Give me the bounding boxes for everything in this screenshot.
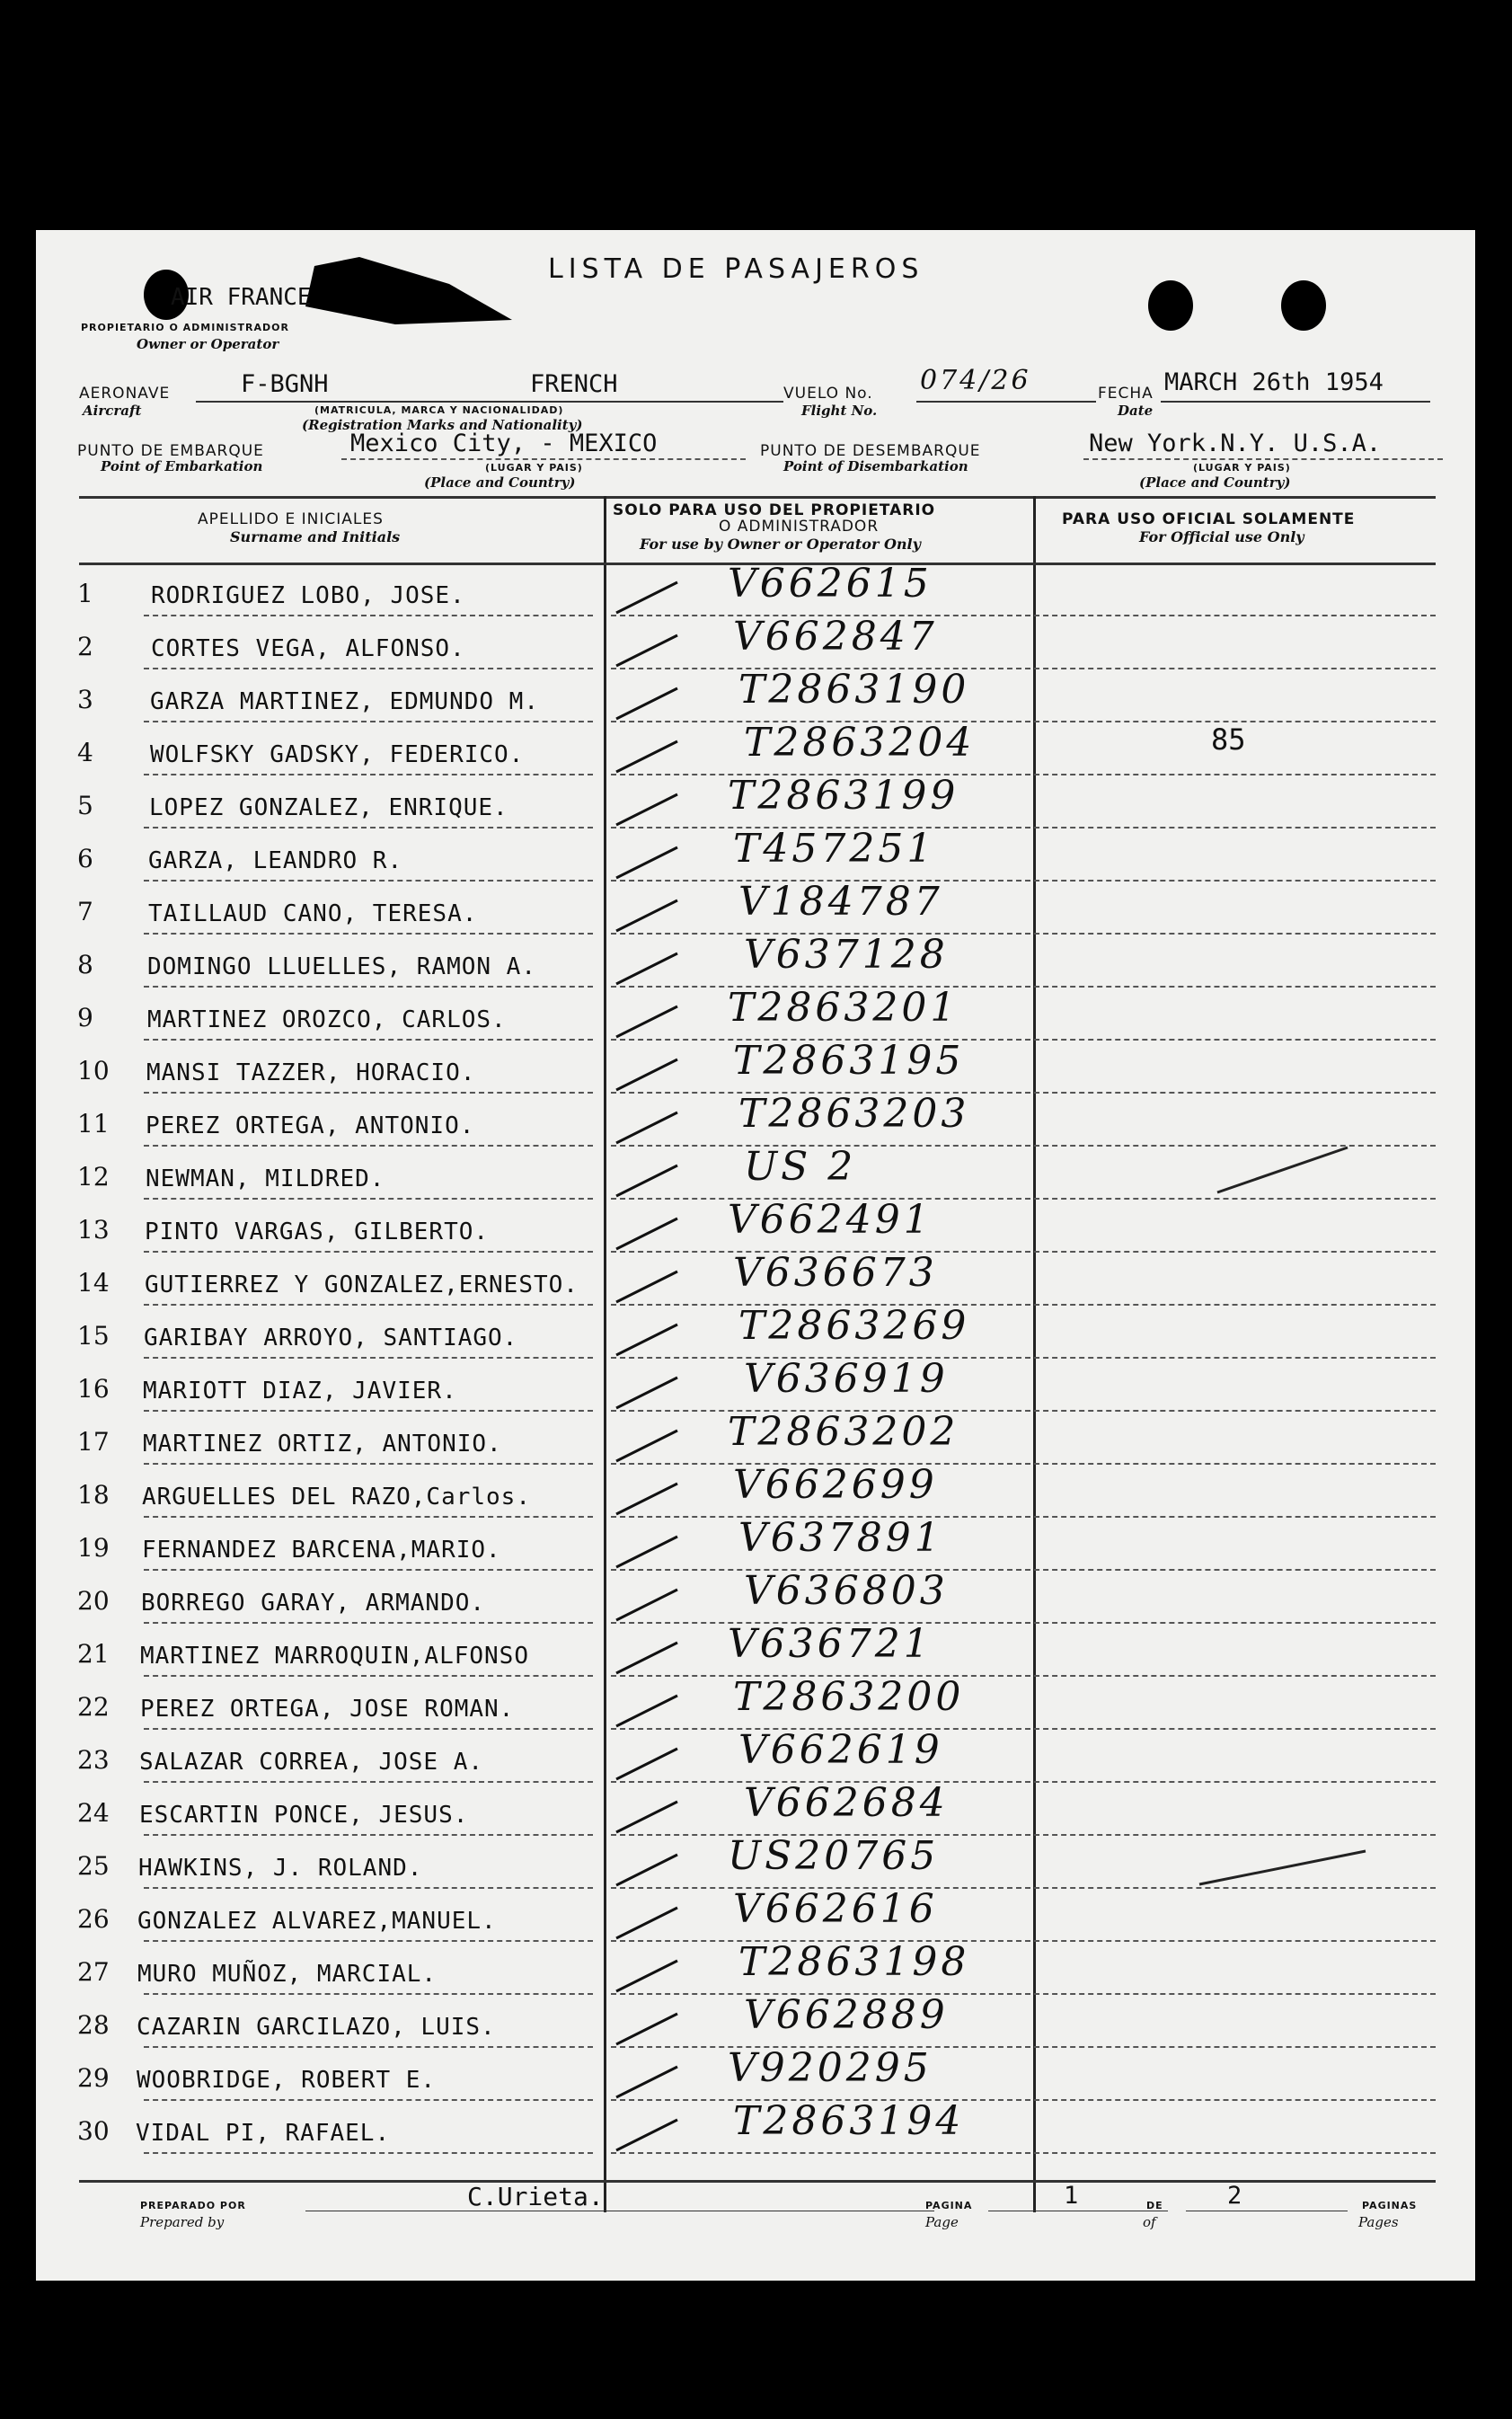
passenger-name: DOMINGO LLUELLES, RAMON A. bbox=[147, 953, 536, 980]
check-tick-icon bbox=[611, 842, 683, 882]
row-number: 26 bbox=[77, 1904, 110, 1934]
row-rule bbox=[144, 774, 593, 775]
row-number: 10 bbox=[77, 1056, 110, 1085]
owner-label-en: Owner or Operator bbox=[137, 336, 279, 352]
date-label-en: Date bbox=[1118, 403, 1154, 419]
row-rule bbox=[144, 668, 593, 669]
passport-number: V637128 bbox=[744, 932, 949, 978]
passenger-name: LOPEZ GONZALEZ, ENRIQUE. bbox=[149, 794, 508, 821]
row-number: 15 bbox=[77, 1321, 110, 1351]
check-tick-icon bbox=[611, 736, 683, 775]
row-number: 13 bbox=[77, 1215, 110, 1245]
row-number: 5 bbox=[77, 791, 93, 820]
passenger-name: GONZALEZ ALVAREZ,MANUEL. bbox=[137, 1908, 497, 1935]
passport-number: V636919 bbox=[744, 1356, 949, 1402]
row-rule bbox=[144, 1622, 593, 1624]
row-rule bbox=[144, 721, 593, 722]
row-rule bbox=[144, 827, 593, 828]
row-rule-right bbox=[611, 668, 1436, 669]
aircraft-nationality: FRENCH bbox=[530, 370, 618, 398]
row-number: 30 bbox=[77, 2116, 110, 2146]
row-rule bbox=[144, 1834, 593, 1836]
row-rule-right bbox=[611, 1728, 1436, 1730]
passport-number: T2863204 bbox=[744, 720, 976, 766]
check-tick-icon bbox=[611, 789, 683, 828]
check-tick-icon bbox=[611, 1637, 683, 1677]
row-rule bbox=[144, 1675, 593, 1677]
passport-number: V637891 bbox=[738, 1515, 943, 1561]
passenger-name: VIDAL PI, RAFAEL. bbox=[136, 2120, 391, 2147]
check-tick-icon bbox=[611, 1743, 683, 1783]
check-tick-icon bbox=[611, 1425, 683, 1465]
row-rule bbox=[144, 880, 593, 882]
row-number: 7 bbox=[77, 897, 93, 926]
passenger-name: WOOBRIDGE, ROBERT E. bbox=[137, 2067, 437, 2094]
passport-number: T2863198 bbox=[738, 1939, 970, 1985]
row-rule bbox=[144, 2152, 593, 2154]
passport-number: T457251 bbox=[733, 826, 936, 872]
col2-header-es-1: SOLO PARA USO DEL PROPIETARIO bbox=[613, 501, 936, 519]
row-rule-right bbox=[611, 1516, 1436, 1518]
passport-number: US20765 bbox=[728, 1833, 940, 1879]
row-number: 12 bbox=[77, 1162, 110, 1192]
passport-number: V662619 bbox=[738, 1727, 943, 1773]
passenger-name: MURO MUÑOZ, MARCIAL. bbox=[137, 1961, 438, 1988]
check-tick-icon bbox=[611, 2061, 683, 2101]
passenger-name: WOLFSKY GADSKY, FEDERICO. bbox=[150, 741, 525, 768]
row-rule-right bbox=[611, 1092, 1436, 1094]
check-tick-icon bbox=[611, 683, 683, 722]
passenger-name: MARTINEZ MARROQUIN,ALFONSO bbox=[140, 1643, 529, 1670]
row-rule bbox=[144, 1092, 593, 1094]
row-number: 21 bbox=[77, 1639, 110, 1669]
row-rule-right bbox=[611, 1357, 1436, 1359]
embark-sub-en: (Place and Country) bbox=[424, 474, 576, 491]
row-rule-right bbox=[611, 1145, 1436, 1147]
official-note: 85 bbox=[1211, 722, 1246, 757]
passenger-name: GUTIERREZ Y GONZALEZ,ERNESTO. bbox=[145, 1272, 579, 1298]
row-rule bbox=[144, 1251, 593, 1253]
row-number: 23 bbox=[77, 1745, 110, 1775]
row-number: 11 bbox=[77, 1109, 110, 1139]
row-rule bbox=[144, 1781, 593, 1783]
check-tick-icon bbox=[611, 1372, 683, 1412]
check-tick-icon bbox=[611, 1001, 683, 1041]
row-number: 1 bbox=[77, 579, 93, 608]
passport-number: V636721 bbox=[728, 1621, 933, 1667]
row-number: 18 bbox=[77, 1480, 110, 1510]
row-number: 25 bbox=[77, 1851, 110, 1881]
disembark-value: New York.N.Y. U.S.A. bbox=[1089, 430, 1382, 457]
aircraft-label-es: AERONAVE bbox=[79, 385, 171, 403]
check-tick-icon bbox=[611, 1107, 683, 1147]
passenger-name: PEREZ ORTEGA, ANTONIO. bbox=[146, 1112, 475, 1139]
passenger-name: ESCARTIN PONCE, JESUS. bbox=[139, 1802, 469, 1829]
passport-number: T2863194 bbox=[733, 2098, 965, 2144]
check-tick-icon bbox=[611, 1531, 683, 1571]
row-number: 6 bbox=[77, 844, 93, 873]
row-rule bbox=[144, 2046, 593, 2048]
owner-name: AIR FRANCE bbox=[171, 284, 312, 311]
passport-number: T2863203 bbox=[738, 1091, 970, 1137]
col2-header-en: For use by Owner or Operator Only bbox=[640, 536, 921, 553]
passenger-name: FERNANDEZ BARCENA,MARIO. bbox=[142, 1537, 501, 1564]
punch-hole-right bbox=[1281, 280, 1326, 331]
passport-number: V636673 bbox=[733, 1250, 938, 1296]
disembark-label-es: PUNTO DE DESEMBARQUE bbox=[760, 442, 981, 460]
date-label-es: FECHA bbox=[1098, 385, 1154, 403]
disembark-sub-en: (Place and Country) bbox=[1139, 474, 1291, 491]
col3-header-es: PARA USO OFICIAL SOLAMENTE bbox=[1062, 510, 1356, 528]
passenger-name: CORTES VEGA, ALFONSO. bbox=[151, 635, 465, 662]
embark-label-en: Point of Embarkation bbox=[101, 458, 263, 474]
owner-label-es: PROPIETARIO O ADMINISTRADOR bbox=[81, 322, 289, 333]
row-rule bbox=[144, 933, 593, 935]
passport-number: T2863199 bbox=[728, 773, 959, 819]
passport-number: T2863202 bbox=[728, 1409, 959, 1455]
row-rule-right bbox=[611, 1569, 1436, 1571]
row-rule bbox=[144, 1993, 593, 1995]
row-rule bbox=[144, 1728, 593, 1730]
passport-number: V662491 bbox=[728, 1197, 933, 1243]
passenger-name: GARZA, LEANDRO R. bbox=[148, 847, 403, 874]
form-title: LISTA DE PASAJEROS bbox=[548, 253, 924, 285]
check-tick-icon bbox=[611, 2114, 683, 2154]
official-checkmark-25 bbox=[1195, 1844, 1375, 1889]
check-tick-icon bbox=[611, 895, 683, 935]
row-number: 16 bbox=[77, 1374, 110, 1404]
row-number: 27 bbox=[77, 1957, 110, 1987]
check-tick-icon bbox=[611, 1796, 683, 1836]
disembark-sub-es: (LUGAR Y PAIS) bbox=[1193, 462, 1291, 474]
check-tick-icon bbox=[611, 630, 683, 669]
row-number: 20 bbox=[77, 1586, 110, 1616]
embark-value: Mexico City, - MEXICO bbox=[350, 430, 658, 457]
row-number: 4 bbox=[77, 738, 93, 767]
passport-number: V662889 bbox=[744, 1992, 949, 2038]
passport-number: V184787 bbox=[738, 879, 943, 925]
check-tick-icon bbox=[611, 1902, 683, 1942]
passenger-name: GARIBAY ARROYO, SANTIAGO. bbox=[144, 1325, 518, 1351]
check-tick-icon bbox=[611, 1478, 683, 1518]
embark-sub-es: (LUGAR Y PAIS) bbox=[485, 462, 583, 474]
passenger-name: SALAZAR CORREA, JOSE A. bbox=[139, 1749, 484, 1776]
row-rule bbox=[144, 2099, 593, 2101]
passport-number: V662615 bbox=[728, 561, 933, 607]
row-rule bbox=[144, 1357, 593, 1359]
passport-number: V662699 bbox=[733, 1462, 938, 1508]
row-number: 3 bbox=[77, 685, 93, 714]
aircraft-sub-en: (Registration Marks and Nationality) bbox=[302, 417, 583, 433]
row-number: 29 bbox=[77, 2063, 110, 2093]
prepared-label-en: Prepared by bbox=[140, 2214, 225, 2230]
flight-value: 074/26 bbox=[920, 365, 1031, 396]
row-number: 24 bbox=[77, 1798, 110, 1828]
aircraft-label-en: Aircraft bbox=[83, 403, 142, 419]
row-number: 2 bbox=[77, 632, 93, 661]
flight-label-en: Flight No. bbox=[801, 403, 878, 419]
official-checkmark-12 bbox=[1213, 1143, 1357, 1197]
passenger-name: CAZARIN GARCILAZO, LUIS. bbox=[137, 2014, 496, 2041]
row-rule bbox=[144, 1410, 593, 1412]
col1-header-es: APELLIDO E INICIALES bbox=[198, 510, 384, 528]
row-number: 17 bbox=[77, 1427, 110, 1457]
passport-number: T2863195 bbox=[733, 1038, 965, 1084]
row-rule-right bbox=[611, 2152, 1436, 2154]
of-label-es: DE bbox=[1146, 2200, 1163, 2211]
check-tick-icon bbox=[611, 1690, 683, 1730]
row-rule-right bbox=[611, 1993, 1436, 1995]
check-tick-icon bbox=[611, 1849, 683, 1889]
check-tick-icon bbox=[611, 1266, 683, 1306]
passenger-name: MARTINEZ ORTIZ, ANTONIO. bbox=[143, 1431, 502, 1458]
row-number: 22 bbox=[77, 1692, 110, 1722]
passport-number: V920295 bbox=[728, 2045, 933, 2091]
passenger-name: PINTO VARGAS, GILBERTO. bbox=[145, 1218, 490, 1245]
punch-hole-center bbox=[1148, 280, 1193, 331]
passport-number: V662847 bbox=[733, 614, 938, 660]
row-rule bbox=[144, 1569, 593, 1571]
disembark-label-en: Point of Disembarkation bbox=[783, 458, 968, 474]
row-rule bbox=[144, 1887, 593, 1889]
page-value: 1 bbox=[1064, 2182, 1079, 2210]
passport-number: T2863201 bbox=[728, 985, 959, 1031]
aircraft-sub-es: (MATRICULA, MARCA Y NACIONALIDAD) bbox=[314, 404, 564, 416]
passport-number: US 2 bbox=[744, 1144, 857, 1190]
prepared-value: C.Urieta. bbox=[467, 2182, 604, 2211]
row-rule-right bbox=[611, 1304, 1436, 1306]
col2-header-es-2: O ADMINISTRADOR bbox=[719, 518, 880, 536]
page-label-es: PAGINA bbox=[925, 2200, 973, 2211]
passport-number: T2863269 bbox=[738, 1303, 970, 1349]
passenger-name: PEREZ ORTEGA, JOSE ROMAN. bbox=[140, 1696, 515, 1723]
row-number: 19 bbox=[77, 1533, 110, 1563]
check-tick-icon bbox=[611, 1054, 683, 1094]
row-number: 14 bbox=[77, 1268, 110, 1298]
passenger-name: HAWKINS, J. ROLAND. bbox=[138, 1855, 423, 1882]
row-number: 8 bbox=[77, 950, 93, 979]
row-rule bbox=[144, 1304, 593, 1306]
row-number: 28 bbox=[77, 2010, 110, 2040]
torn-corner-mark bbox=[287, 257, 521, 329]
passenger-name: GARZA MARTINEZ, EDMUNDO M. bbox=[150, 688, 539, 715]
pages-label-es: PAGINAS bbox=[1362, 2200, 1418, 2211]
row-rule-right bbox=[611, 721, 1436, 722]
pages-label-en: Pages bbox=[1358, 2214, 1399, 2230]
page-label-en: Page bbox=[925, 2214, 959, 2230]
passport-number: V636803 bbox=[744, 1568, 949, 1614]
passport-number: V662616 bbox=[733, 1886, 938, 1932]
check-tick-icon bbox=[611, 1955, 683, 1995]
row-rule bbox=[144, 1516, 593, 1518]
embark-label-es: PUNTO DE EMBARQUE bbox=[77, 442, 264, 460]
row-rule bbox=[144, 1940, 593, 1942]
passenger-name: MARTINEZ OROZCO, CARLOS. bbox=[147, 1006, 507, 1033]
passenger-list-form bbox=[36, 230, 1475, 2281]
row-rule bbox=[144, 1198, 593, 1200]
prepared-label-es: PREPARADO POR bbox=[140, 2200, 246, 2211]
flight-label-es: VUELO No. bbox=[783, 385, 873, 403]
passenger-name: TAILLAUD CANO, TERESA. bbox=[148, 900, 478, 927]
row-rule-right bbox=[611, 880, 1436, 882]
row-rule-right bbox=[611, 1940, 1436, 1942]
row-number: 9 bbox=[77, 1003, 93, 1032]
col1-header-en: Surname and Initials bbox=[230, 528, 401, 545]
of-label-en: of bbox=[1143, 2214, 1156, 2230]
check-tick-icon bbox=[611, 577, 683, 616]
passenger-name: ARGUELLES DEL RAZO,Carlos. bbox=[142, 1484, 531, 1511]
row-rule bbox=[144, 1039, 593, 1041]
of-value: 2 bbox=[1227, 2182, 1242, 2210]
passenger-name: MANSI TAZZER, HORACIO. bbox=[146, 1059, 476, 1086]
row-rule bbox=[144, 615, 593, 616]
passport-number: V662684 bbox=[744, 1780, 949, 1826]
passenger-name: NEWMAN, MILDRED. bbox=[146, 1165, 385, 1192]
passport-number: T2863190 bbox=[738, 667, 970, 713]
row-rule bbox=[144, 1463, 593, 1465]
check-tick-icon bbox=[611, 1213, 683, 1253]
check-tick-icon bbox=[611, 948, 683, 988]
row-rule-right bbox=[611, 1781, 1436, 1783]
row-rule-right bbox=[611, 933, 1436, 935]
passport-number: T2863200 bbox=[733, 1674, 965, 1720]
check-tick-icon bbox=[611, 1584, 683, 1624]
check-tick-icon bbox=[611, 1319, 683, 1359]
aircraft-value: F-BGNH bbox=[241, 370, 329, 398]
col3-header-en: For Official use Only bbox=[1139, 528, 1304, 545]
check-tick-icon bbox=[611, 1160, 683, 1200]
date-value: MARCH 26th 1954 bbox=[1164, 368, 1384, 396]
passenger-name: MARIOTT DIAZ, JAVIER. bbox=[143, 1378, 457, 1404]
passenger-name: BORREGO GARAY, ARMANDO. bbox=[141, 1590, 486, 1617]
check-tick-icon bbox=[611, 2008, 683, 2048]
passenger-name: RODRIGUEZ LOBO, JOSE. bbox=[151, 582, 465, 609]
row-rule bbox=[144, 1145, 593, 1147]
row-rule bbox=[144, 986, 593, 988]
